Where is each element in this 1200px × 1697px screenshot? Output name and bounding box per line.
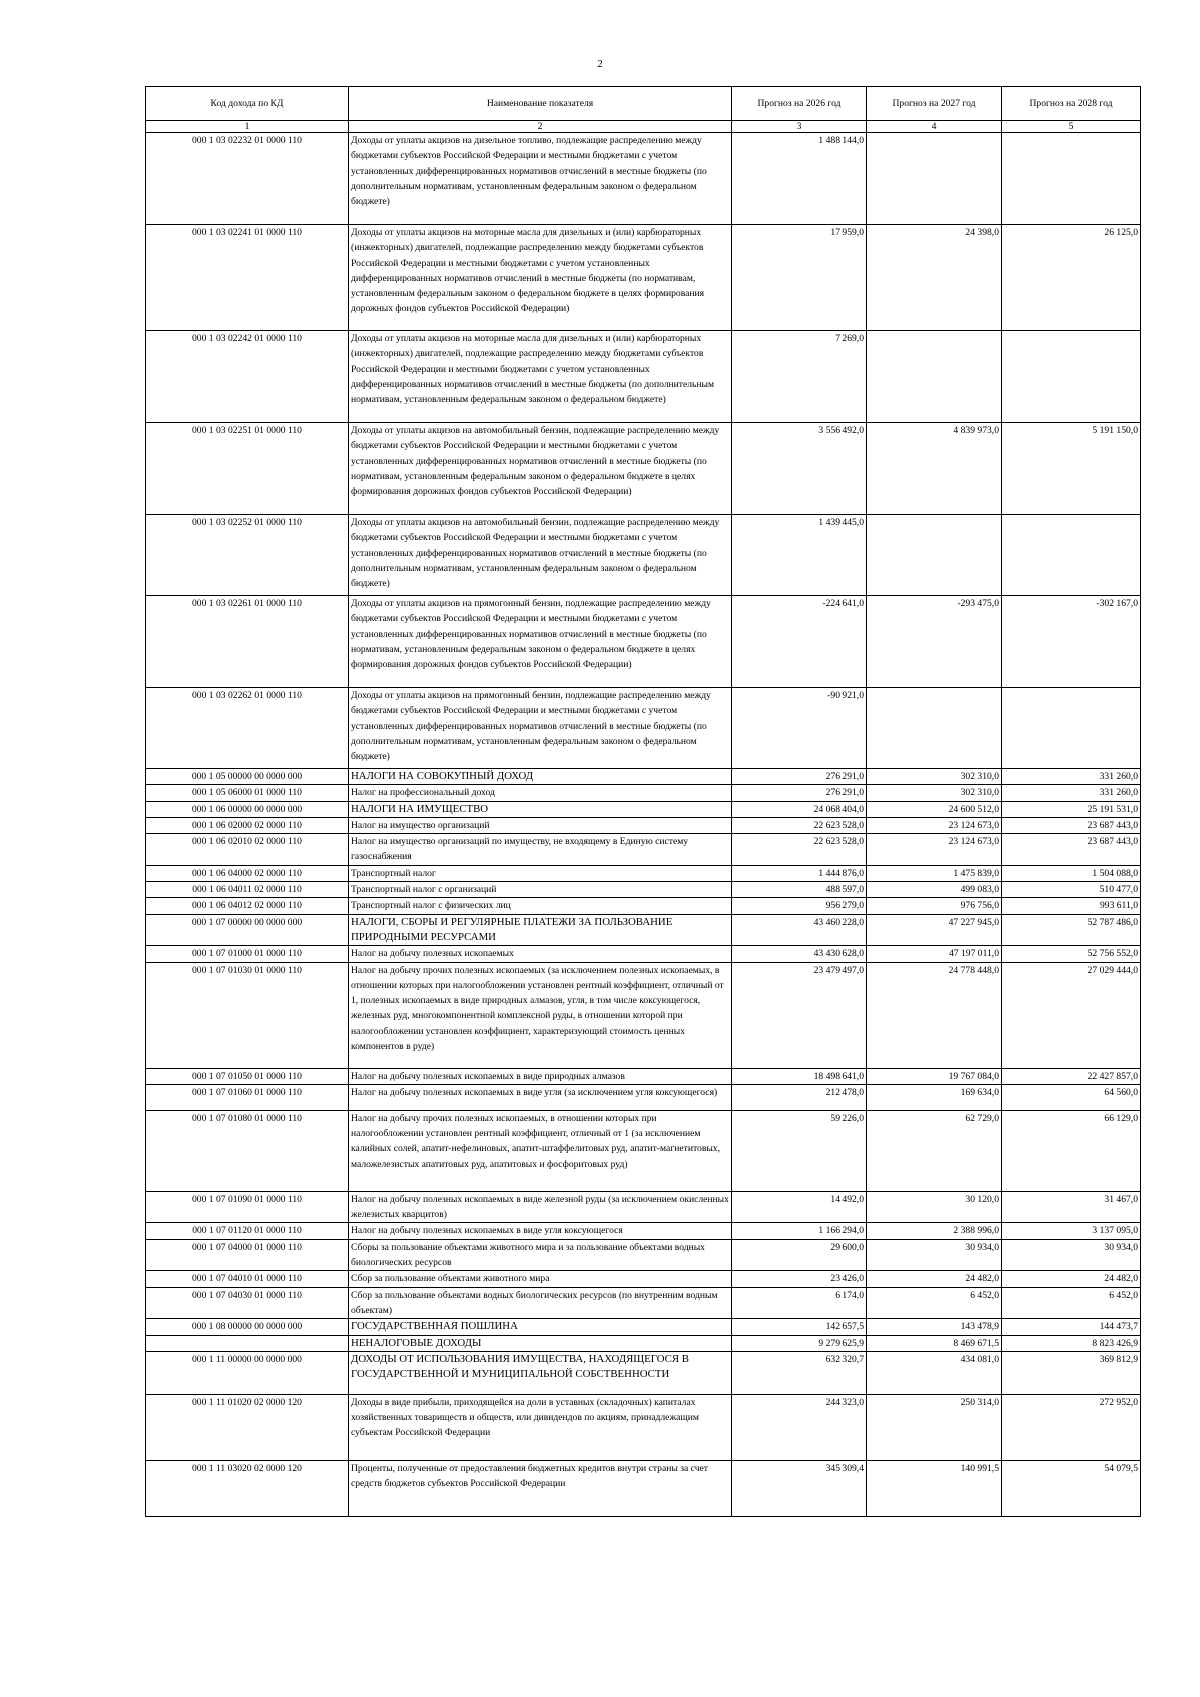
revenue-code: 000 1 11 01020 02 0000 120 — [146, 1394, 349, 1460]
forecast-2028-value: 369 812,9 — [1002, 1351, 1141, 1394]
indicator-name: Доходы от уплаты акцизов на прямогонный бензин, подлежащие распределению между бюджетами субъектов Российской Федерации и местными бюджетами с учетом установленных дифференцированных нормативов отчислений в местные бюджеты (по нормативам, установленным федеральным законом о федеральном бюджете в целях формирования дорожных фондов субъектов Российской Федерации) — [349, 596, 732, 688]
table-row — [146, 1319, 1141, 1335]
table-row — [146, 688, 1141, 769]
table-body — [146, 133, 1141, 1517]
forecast-2028-value: 22 427 857,0 — [1002, 1068, 1141, 1084]
revenue-code: 000 1 11 00000 00 0000 000 — [146, 1351, 349, 1394]
indicator-name: Доходы от уплаты акцизов на прямогонный бензин, подлежащие распределению между бюджетами субъектов Российской Федерации и местными бюджетами с учетом установленных дифференцированных нормативов отчислений в местные бюджеты (по дополнительным нормативам, установленным федеральным законом о федеральном бюджете) — [349, 688, 732, 769]
page-number: 2 — [597, 58, 603, 70]
column-number: 3 — [732, 121, 867, 133]
indicator-name: Сбор за пользование объектами водных биологических ресурсов (по внутренним водным объектам) — [349, 1287, 732, 1319]
table-row — [146, 1084, 1141, 1110]
table-row — [146, 1068, 1141, 1084]
forecast-2028-value: 66 129,0 — [1002, 1110, 1141, 1191]
forecast-2028-value: 52 787 486,0 — [1002, 914, 1141, 946]
forecast-2027-value: 4 839 973,0 — [867, 423, 1002, 515]
revenue-code: 000 1 07 04030 01 0000 110 — [146, 1287, 349, 1319]
revenue-code: 000 1 03 02232 01 0000 110 — [146, 133, 349, 225]
forecast-2028-value: 8 823 426,9 — [1002, 1335, 1141, 1351]
revenue-code: 000 1 03 02242 01 0000 110 — [146, 331, 349, 423]
forecast-2028-value: 24 482,0 — [1002, 1271, 1141, 1287]
table-row — [146, 331, 1141, 423]
forecast-2028-value: 5 191 150,0 — [1002, 423, 1141, 515]
table-row — [146, 1335, 1141, 1351]
forecast-2026-value: 23 426,0 — [732, 1271, 867, 1287]
forecast-2028-value: 25 191 531,0 — [1002, 801, 1141, 817]
forecast-2026-value: 17 959,0 — [732, 225, 867, 331]
forecast-2028-value — [1002, 133, 1141, 225]
indicator-name: Налог на добычу полезных ископаемых — [349, 946, 732, 962]
forecast-2028-value: 23 687 443,0 — [1002, 834, 1141, 866]
forecast-2028-value: 26 125,0 — [1002, 225, 1141, 331]
table-row — [146, 515, 1141, 596]
indicator-name: Налог на добычу прочих полезных ископаемых (за исключением полезных ископаемых, в отношении которых при налогообложении установлен рентный коэффициент, отличный от 1, полезных ископаемых в виде природных алмазов, угля, в том числе коксующегося, железных руд, многокомпонентной комплексной руды, в отношении которой при налогообложении установлен коэффициент, характеризующий стоимость ценных компонентов в руде) — [349, 962, 732, 1068]
forecast-2028-value: 1 504 088,0 — [1002, 865, 1141, 881]
forecast-2026-value: -224 641,0 — [732, 596, 867, 688]
forecast-2026-value: 14 492,0 — [732, 1191, 867, 1223]
forecast-2028-value: 52 756 552,0 — [1002, 946, 1141, 962]
forecast-2027-value: 976 756,0 — [867, 898, 1002, 914]
forecast-2028-value: 27 029 444,0 — [1002, 962, 1141, 1068]
forecast-2028-value — [1002, 515, 1141, 596]
forecast-2026-value: 24 068 404,0 — [732, 801, 867, 817]
forecast-2026-value: 18 498 641,0 — [732, 1068, 867, 1084]
forecast-2028-value: 331 260,0 — [1002, 785, 1141, 801]
revenue-code: 000 1 07 04000 01 0000 110 — [146, 1239, 349, 1271]
forecast-2027-value: 8 469 671,5 — [867, 1335, 1002, 1351]
forecast-2027-value: 434 081,0 — [867, 1351, 1002, 1394]
revenue-code: 000 1 07 01060 01 0000 110 — [146, 1084, 349, 1110]
forecast-2027-value: 1 475 839,0 — [867, 865, 1002, 881]
forecast-2028-value: 31 467,0 — [1002, 1191, 1141, 1223]
header-name: Наименование показателя — [349, 87, 732, 121]
revenue-forecast-table — [145, 86, 1141, 1517]
table-row — [146, 817, 1141, 833]
forecast-2028-value: 510 477,0 — [1002, 882, 1141, 898]
table-row — [146, 785, 1141, 801]
forecast-2026-value: 1 444 876,0 — [732, 865, 867, 881]
indicator-name: ГОСУДАРСТВЕННАЯ ПОШЛИНА — [349, 1319, 732, 1335]
forecast-2027-value: 30 934,0 — [867, 1239, 1002, 1271]
forecast-2027-value: 23 124 673,0 — [867, 817, 1002, 833]
table-row — [146, 801, 1141, 817]
revenue-code: 000 1 06 04012 02 0000 110 — [146, 898, 349, 914]
forecast-2028-value: -302 167,0 — [1002, 596, 1141, 688]
forecast-2027-value: -293 475,0 — [867, 596, 1002, 688]
indicator-name: Налог на добычу полезных ископаемых в виде угля коксующегося — [349, 1223, 732, 1239]
table-row — [146, 914, 1141, 946]
indicator-name: Налог на добычу прочих полезных ископаемых, в отношении которых при налогообложении установлен рентный коэффициент, отличный от 1 (за исключением калийных солей, апатит-нефелиновых, апатит-штаффелитовых руд, апатит-магнетитовых, маложелезистых апатитовых руд, апатитовых и фосфоритовых руд) — [349, 1110, 732, 1191]
table-row — [146, 946, 1141, 962]
forecast-2028-value: 144 473,7 — [1002, 1319, 1141, 1335]
forecast-2026-value: 3 556 492,0 — [732, 423, 867, 515]
indicator-name: Налог на профессиональный доход — [349, 785, 732, 801]
forecast-2027-value — [867, 688, 1002, 769]
revenue-code: 000 1 08 00000 00 0000 000 — [146, 1319, 349, 1335]
forecast-2027-value: 499 083,0 — [867, 882, 1002, 898]
indicator-name: Доходы в виде прибыли, приходящейся на доли в уставных (складочных) капиталах хозяйственных товариществ и обществ, или дивидендов по акциям, принадлежащим субъектам Российской Федерации — [349, 1394, 732, 1460]
forecast-2027-value: 47 197 011,0 — [867, 946, 1002, 962]
revenue-code: 000 1 07 01050 01 0000 110 — [146, 1068, 349, 1084]
forecast-2028-value: 3 137 095,0 — [1002, 1223, 1141, 1239]
forecast-2027-value: 24 398,0 — [867, 225, 1002, 331]
forecast-2027-value: 169 634,0 — [867, 1084, 1002, 1110]
revenue-code: 000 1 07 01000 01 0000 110 — [146, 946, 349, 962]
table-row — [146, 1351, 1141, 1394]
header-2026: Прогноз на 2026 год — [732, 87, 867, 121]
revenue-code: 000 1 06 00000 00 0000 000 — [146, 801, 349, 817]
forecast-2027-value — [867, 515, 1002, 596]
forecast-2026-value: 488 597,0 — [732, 882, 867, 898]
header-2027: Прогноз на 2027 год — [867, 87, 1002, 121]
forecast-2028-value: 23 687 443,0 — [1002, 817, 1141, 833]
table-row — [146, 898, 1141, 914]
indicator-name: НЕНАЛОГОВЫЕ ДОХОДЫ — [349, 1335, 732, 1351]
forecast-2028-value — [1002, 688, 1141, 769]
forecast-2027-value: 23 124 673,0 — [867, 834, 1002, 866]
indicator-name: Доходы от уплаты акцизов на дизельное топливо, подлежащие распределению между бюджетами субъектов Российской Федерации и местными бюджетами с учетом установленных дифференцированных нормативов отчислений в местные бюджеты (по дополнительным нормативам, установленным федеральным законом о федеральном бюджете) — [349, 133, 732, 225]
revenue-code: 000 1 07 01120 01 0000 110 — [146, 1223, 349, 1239]
forecast-2026-value: 7 269,0 — [732, 331, 867, 423]
indicator-name: НАЛОГИ НА ИМУЩЕСТВО — [349, 801, 732, 817]
forecast-2027-value: 24 778 448,0 — [867, 962, 1002, 1068]
forecast-2027-value: 47 227 945,0 — [867, 914, 1002, 946]
table-row — [146, 1239, 1141, 1271]
forecast-2026-value: 632 320,7 — [732, 1351, 867, 1394]
table-header-row — [146, 87, 1141, 121]
forecast-2028-value: 6 452,0 — [1002, 1287, 1141, 1319]
forecast-2027-value: 302 310,0 — [867, 769, 1002, 785]
column-number: 2 — [349, 121, 732, 133]
forecast-2027-value: 24 482,0 — [867, 1271, 1002, 1287]
revenue-code: 000 1 03 02241 01 0000 110 — [146, 225, 349, 331]
forecast-2026-value: 43 430 628,0 — [732, 946, 867, 962]
indicator-name: НАЛОГИ, СБОРЫ И РЕГУЛЯРНЫЕ ПЛАТЕЖИ ЗА ПОЛЬЗОВАНИЕ ПРИРОДНЫМИ РЕСУРСАМИ — [349, 914, 732, 946]
forecast-2026-value: 212 478,0 — [732, 1084, 867, 1110]
revenue-code: 000 1 03 02261 01 0000 110 — [146, 596, 349, 688]
revenue-code: 000 1 07 01080 01 0000 110 — [146, 1110, 349, 1191]
table-row — [146, 1287, 1141, 1319]
header-2028: Прогноз на 2028 год — [1002, 87, 1141, 121]
forecast-2026-value: 956 279,0 — [732, 898, 867, 914]
indicator-name: Доходы от уплаты акцизов на моторные масла для дизельных и (или) карбюраторных (инжекторных) двигателей, подлежащие распределению между бюджетами субъектов Российской Федерации и местными бюджетами с учетом установленных дифференцированных нормативов отчислений в местные бюджеты (по нормативам, установленным федеральным законом о федеральном бюджете в целях формирования дорожных фондов субъектов Российской Федерации) — [349, 225, 732, 331]
forecast-2027-value: 140 991,5 — [867, 1460, 1002, 1516]
table-row — [146, 596, 1141, 688]
indicator-name: Налог на добычу полезных ископаемых в виде угля (за исключением угля коксующегося) — [349, 1084, 732, 1110]
forecast-2027-value: 30 120,0 — [867, 1191, 1002, 1223]
forecast-2026-value: 276 291,0 — [732, 785, 867, 801]
forecast-2027-value: 6 452,0 — [867, 1287, 1002, 1319]
forecast-2027-value: 302 310,0 — [867, 785, 1002, 801]
forecast-2027-value: 19 767 084,0 — [867, 1068, 1002, 1084]
indicator-name: Проценты, полученные от предоставления бюджетных кредитов внутри страны за счет средств бюджетов субъектов Российской Федерации — [349, 1460, 732, 1516]
forecast-2027-value — [867, 331, 1002, 423]
forecast-2026-value: 22 623 528,0 — [732, 817, 867, 833]
revenue-code — [146, 1335, 349, 1351]
table-row — [146, 1394, 1141, 1460]
indicator-name: Доходы от уплаты акцизов на автомобильный бензин, подлежащие распределению между бюджетами субъектов Российской Федерации и местными бюджетами с учетом установленных дифференцированных нормативов отчислений в местные бюджеты (по нормативам, установленным федеральным законом о федеральном бюджете в целях формирования дорожных фондов субъектов Российской Федерации) — [349, 423, 732, 515]
indicator-name: НАЛОГИ НА СОВОКУПНЫЙ ДОХОД — [349, 769, 732, 785]
forecast-2026-value: 1 488 144,0 — [732, 133, 867, 225]
table-row — [146, 1460, 1141, 1516]
indicator-name: Налог на добычу полезных ископаемых в виде железной руды (за исключением окисленных железистых кварцитов) — [349, 1191, 732, 1223]
indicator-name: Доходы от уплаты акцизов на автомобильный бензин, подлежащие распределению между бюджетами субъектов Российской Федерации и местными бюджетами с учетом установленных дифференцированных нормативов отчислений в местные бюджеты (по дополнительным нормативам, установленным федеральным законом о федеральном бюджете) — [349, 515, 732, 596]
column-number: 4 — [867, 121, 1002, 133]
column-number: 5 — [1002, 121, 1141, 133]
table-row — [146, 1110, 1141, 1191]
forecast-2028-value: 993 611,0 — [1002, 898, 1141, 914]
forecast-2026-value: 345 309,4 — [732, 1460, 867, 1516]
indicator-name: Сбор за пользование объектами животного мира — [349, 1271, 732, 1287]
revenue-code: 000 1 03 02262 01 0000 110 — [146, 688, 349, 769]
indicator-name: Доходы от уплаты акцизов на моторные масла для дизельных и (или) карбюраторных (инжекторных) двигателей, подлежащие распределению между бюджетами субъектов Российской Федерации и местными бюджетами с учетом установленных дифференцированных нормативов отчислений в местные бюджеты (по дополнительным нормативам, установленным федеральным законом о федеральном бюджете) — [349, 331, 732, 423]
forecast-2026-value: 59 226,0 — [732, 1110, 867, 1191]
forecast-2028-value: 30 934,0 — [1002, 1239, 1141, 1271]
forecast-2028-value: 64 560,0 — [1002, 1084, 1141, 1110]
revenue-code: 000 1 07 01030 01 0000 110 — [146, 962, 349, 1068]
revenue-code: 000 1 06 02000 02 0000 110 — [146, 817, 349, 833]
forecast-2027-value: 62 729,0 — [867, 1110, 1002, 1191]
revenue-code: 000 1 07 00000 00 0000 000 — [146, 914, 349, 946]
indicator-name: Транспортный налог с физических лиц — [349, 898, 732, 914]
forecast-2027-value: 2 388 996,0 — [867, 1223, 1002, 1239]
forecast-2027-value: 250 314,0 — [867, 1394, 1002, 1460]
table-row — [146, 834, 1141, 866]
revenue-code: 000 1 03 02251 01 0000 110 — [146, 423, 349, 515]
indicator-name: Сборы за пользование объектами животного мира и за пользование объектами водных биологических ресурсов — [349, 1239, 732, 1271]
forecast-2027-value: 24 600 512,0 — [867, 801, 1002, 817]
forecast-2028-value — [1002, 331, 1141, 423]
forecast-2027-value — [867, 133, 1002, 225]
table-row — [146, 1191, 1141, 1223]
forecast-2026-value: -90 921,0 — [732, 688, 867, 769]
forecast-2028-value: 272 952,0 — [1002, 1394, 1141, 1460]
table-row — [146, 133, 1141, 225]
indicator-name: Транспортный налог — [349, 865, 732, 881]
revenue-code: 000 1 05 06000 01 0000 110 — [146, 785, 349, 801]
table-row — [146, 882, 1141, 898]
table-row — [146, 1223, 1141, 1239]
column-number: 1 — [146, 121, 349, 133]
forecast-2026-value: 1 439 445,0 — [732, 515, 867, 596]
table-row — [146, 865, 1141, 881]
forecast-2026-value: 43 460 228,0 — [732, 914, 867, 946]
table-row — [146, 423, 1141, 515]
forecast-2026-value: 29 600,0 — [732, 1239, 867, 1271]
header-code: Код дохода по КД — [146, 87, 349, 121]
revenue-code: 000 1 11 03020 02 0000 120 — [146, 1460, 349, 1516]
revenue-code: 000 1 06 02010 02 0000 110 — [146, 834, 349, 866]
indicator-name: Налог на добычу полезных ископаемых в виде природных алмазов — [349, 1068, 732, 1084]
revenue-code: 000 1 05 00000 00 0000 000 — [146, 769, 349, 785]
revenue-code: 000 1 03 02252 01 0000 110 — [146, 515, 349, 596]
forecast-2026-value: 142 657,5 — [732, 1319, 867, 1335]
indicator-name: ДОХОДЫ ОТ ИСПОЛЬЗОВАНИЯ ИМУЩЕСТВА, НАХОДЯЩЕГОСЯ В ГОСУДАРСТВЕННОЙ И МУНИЦИПАЛЬНОЙ СОБСТВЕННОСТИ — [349, 1351, 732, 1394]
revenue-code: 000 1 06 04011 02 0000 110 — [146, 882, 349, 898]
table-row — [146, 769, 1141, 785]
forecast-2026-value: 244 323,0 — [732, 1394, 867, 1460]
column-number-row — [146, 121, 1141, 133]
forecast-2026-value: 1 166 294,0 — [732, 1223, 867, 1239]
forecast-2026-value: 23 479 497,0 — [732, 962, 867, 1068]
indicator-name: Транспортный налог с организаций — [349, 882, 732, 898]
revenue-code: 000 1 07 01090 01 0000 110 — [146, 1191, 349, 1223]
table-row — [146, 225, 1141, 331]
forecast-2027-value: 143 478,9 — [867, 1319, 1002, 1335]
forecast-2026-value: 9 279 625,9 — [732, 1335, 867, 1351]
forecast-2026-value: 22 623 528,0 — [732, 834, 867, 866]
revenue-code: 000 1 07 04010 01 0000 110 — [146, 1271, 349, 1287]
indicator-name: Налог на имущество организаций по имуществу, не входящему в Единую систему газоснабжения — [349, 834, 732, 866]
forecast-2026-value: 276 291,0 — [732, 769, 867, 785]
forecast-2028-value: 54 079,5 — [1002, 1460, 1141, 1516]
indicator-name: Налог на имущество организаций — [349, 817, 732, 833]
table-row — [146, 962, 1141, 1068]
forecast-2028-value: 331 260,0 — [1002, 769, 1141, 785]
revenue-code: 000 1 06 04000 02 0000 110 — [146, 865, 349, 881]
forecast-2026-value: 6 174,0 — [732, 1287, 867, 1319]
table-row — [146, 1271, 1141, 1287]
